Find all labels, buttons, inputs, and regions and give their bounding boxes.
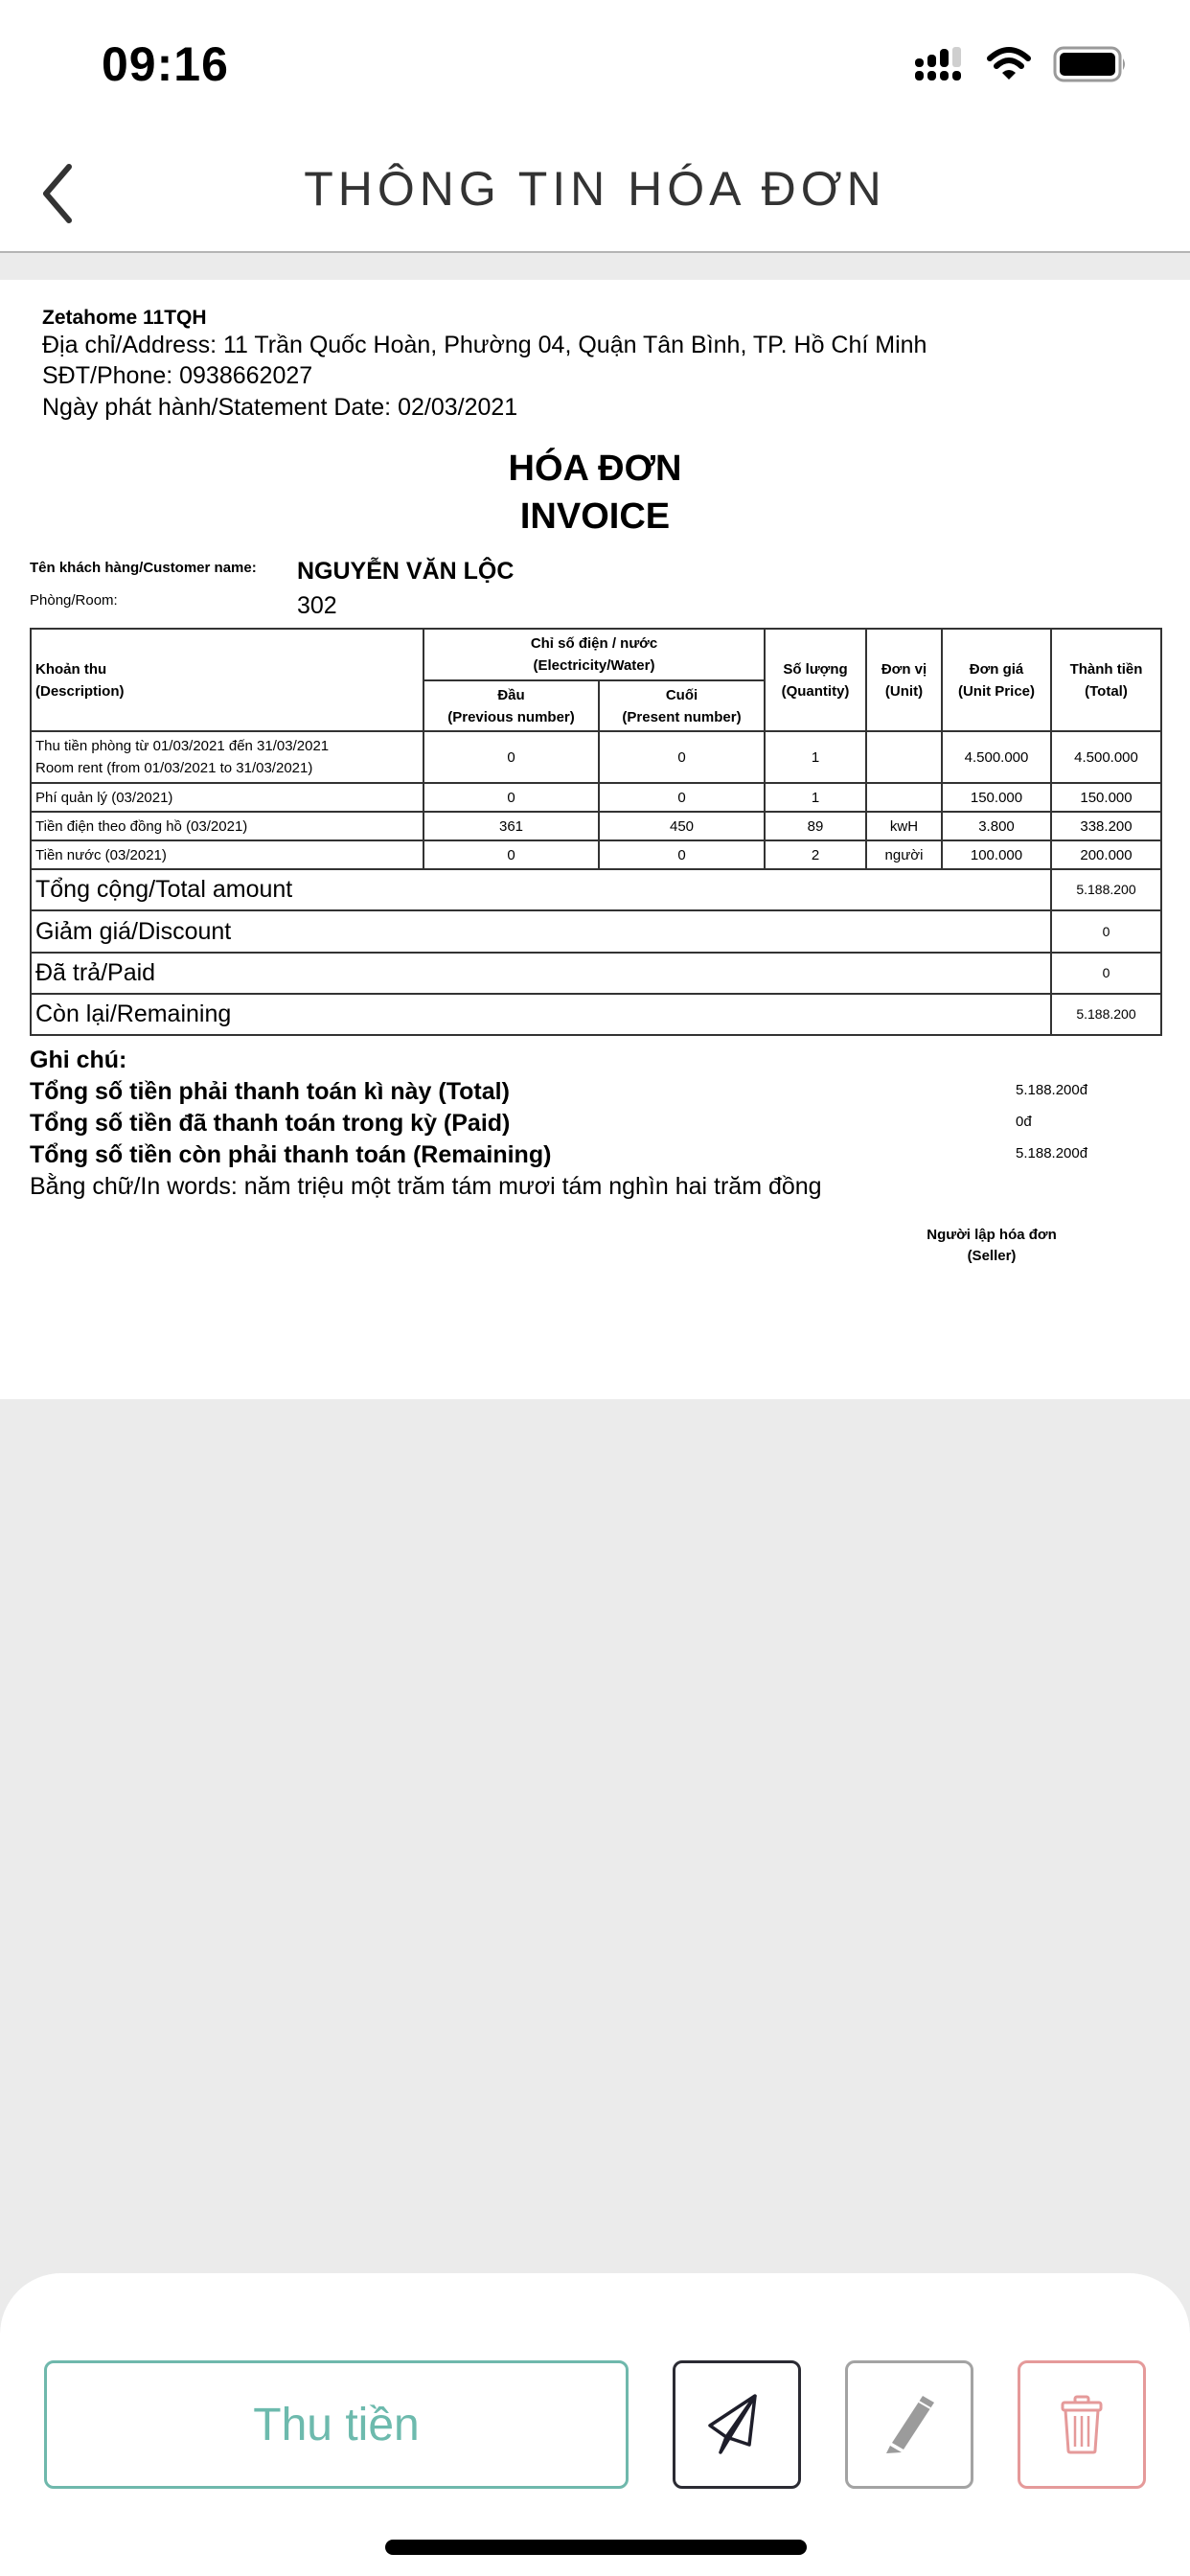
summary-label: Đã trả/Paid	[31, 953, 1051, 994]
cell-unit	[866, 731, 942, 783]
header-previous: Đầu (Previous number)	[423, 680, 599, 731]
header-present: Cuối (Present number)	[599, 680, 765, 731]
cell-description: Phí quản lý (03/2021)	[31, 783, 423, 812]
home-indicator	[385, 2540, 807, 2555]
room-label: Phòng/Room:	[30, 592, 118, 609]
cell-quantity: 2	[765, 840, 866, 869]
wifi-icon	[986, 47, 1032, 81]
invoice-title-en: INVOICE	[519, 496, 671, 537]
note-total-label: Tổng số tiền phải thanh toán kì này (Total)	[30, 1078, 510, 1105]
collect-payment-label: Thu tiền	[253, 2399, 420, 2450]
cell-present: 0	[599, 731, 765, 783]
cell-total: 200.000	[1051, 840, 1161, 869]
statement-date: Ngày phát hành/Statement Date: 02/03/2021	[42, 394, 518, 421]
header-meter: Chỉ số điện / nước (Electricity/Water)	[423, 629, 765, 680]
note-paid-label: Tổng số tiền đã thanh toán trong kỳ (Paid)	[30, 1110, 511, 1137]
seller-signature: Người lập hóa đơn (Seller)	[927, 1227, 1057, 1264]
header-total: Thành tiền (Total)	[1051, 629, 1161, 731]
room-number: 302	[297, 592, 337, 619]
status-bar	[0, 0, 1190, 134]
customer-name: NGUYỄN VĂN LỘC	[297, 558, 515, 585]
cell-quantity: 89	[765, 812, 866, 840]
invoice-title-vi: HÓA ĐƠN	[508, 448, 682, 489]
cell-description: Thu tiền phòng từ 01/03/2021 đến 31/03/2021 Room rent (from 01/03/2021 to 31/03/2021)	[31, 731, 423, 783]
header-quantity: Số lượng (Quantity)	[765, 629, 866, 731]
cell-previous: 0	[423, 840, 599, 869]
company-phone: SĐT/Phone: 0938662027	[42, 362, 313, 389]
amount-in-words: Bằng chữ/In words: năm triệu một trăm tám mươi tám nghìn hai trăm đồng	[30, 1173, 822, 1200]
action-sheet	[0, 2273, 1190, 2576]
cell-unit: kwH	[866, 812, 942, 840]
summary-row-remaining	[31, 994, 1161, 1035]
cell-previous: 361	[423, 812, 599, 840]
note-remaining-label: Tổng số tiền còn phải thanh toán (Remaining)	[30, 1141, 552, 1168]
table-row	[31, 812, 1161, 840]
cell-unit-price: 4.500.000	[942, 731, 1051, 783]
invoice-document	[0, 280, 1190, 1399]
cell-total: 338.200	[1051, 812, 1161, 840]
cell-present: 0	[599, 840, 765, 869]
cell-total: 150.000	[1051, 783, 1161, 812]
cell-unit: người	[866, 840, 942, 869]
battery-icon	[1053, 46, 1128, 82]
summary-row-discount	[31, 910, 1161, 953]
summary-label: Còn lại/Remaining	[31, 994, 1051, 1035]
summary-row-total	[31, 869, 1161, 910]
summary-value: 5.188.200	[1051, 994, 1161, 1035]
summary-label: Giảm giá/Discount	[31, 910, 1051, 953]
status-icons	[915, 46, 1128, 82]
header-unit: Đơn vị (Unit)	[866, 629, 942, 731]
summary-value: 0	[1051, 910, 1161, 953]
summary-value: 0	[1051, 953, 1161, 994]
summary-value: 5.188.200	[1051, 869, 1161, 910]
delete-button[interactable]	[1018, 2360, 1146, 2489]
edit-button[interactable]	[845, 2360, 973, 2489]
cell-present: 450	[599, 812, 765, 840]
cell-quantity: 1	[765, 731, 866, 783]
cell-quantity: 1	[765, 783, 866, 812]
cell-description: Tiền nước (03/2021)	[31, 840, 423, 869]
invoice-table	[30, 628, 1162, 1036]
nav-header	[0, 134, 1190, 253]
cell-present: 0	[599, 783, 765, 812]
cell-total: 4.500.000	[1051, 731, 1161, 783]
cell-previous: 0	[423, 783, 599, 812]
collect-payment-button[interactable]	[44, 2360, 629, 2489]
cell-unit-price: 3.800	[942, 812, 1051, 840]
summary-label: Tổng cộng/Total amount	[31, 869, 1051, 910]
note-remaining-value: 5.188.200đ	[1016, 1145, 1088, 1162]
pencil-icon	[881, 2394, 938, 2455]
cell-unit-price: 150.000	[942, 783, 1051, 812]
trash-icon	[1061, 2395, 1103, 2454]
paper-plane-icon	[707, 2393, 767, 2456]
cell-unit	[866, 783, 942, 812]
send-button[interactable]	[673, 2360, 801, 2489]
note-total-value: 5.188.200đ	[1016, 1082, 1088, 1098]
header-unit-price: Đơn giá (Unit Price)	[942, 629, 1051, 731]
cell-unit-price: 100.000	[942, 840, 1051, 869]
customer-name-label: Tên khách hàng/Customer name:	[30, 560, 257, 576]
header-description: Khoản thu (Description)	[31, 629, 423, 731]
cellular-signal-icon	[915, 47, 965, 81]
note-paid-value: 0đ	[1016, 1114, 1032, 1130]
table-row	[31, 783, 1161, 812]
status-time: 09:16	[102, 37, 229, 91]
cell-description: Tiền điện theo đồng hồ (03/2021)	[31, 812, 423, 840]
company-name: Zetahome 11TQH	[42, 307, 207, 329]
table-row	[31, 731, 1161, 783]
page-title: THÔNG TIN HÓA ĐƠN	[304, 162, 886, 216]
company-address: Địa chỉ/Address: 11 Trần Quốc Hoàn, Phường 04, Quận Tân Bình, TP. Hồ Chí Minh	[42, 332, 927, 358]
notes-heading: Ghi chú:	[30, 1046, 127, 1073]
cell-previous: 0	[423, 731, 599, 783]
table-row	[31, 840, 1161, 869]
summary-row-paid	[31, 953, 1161, 994]
